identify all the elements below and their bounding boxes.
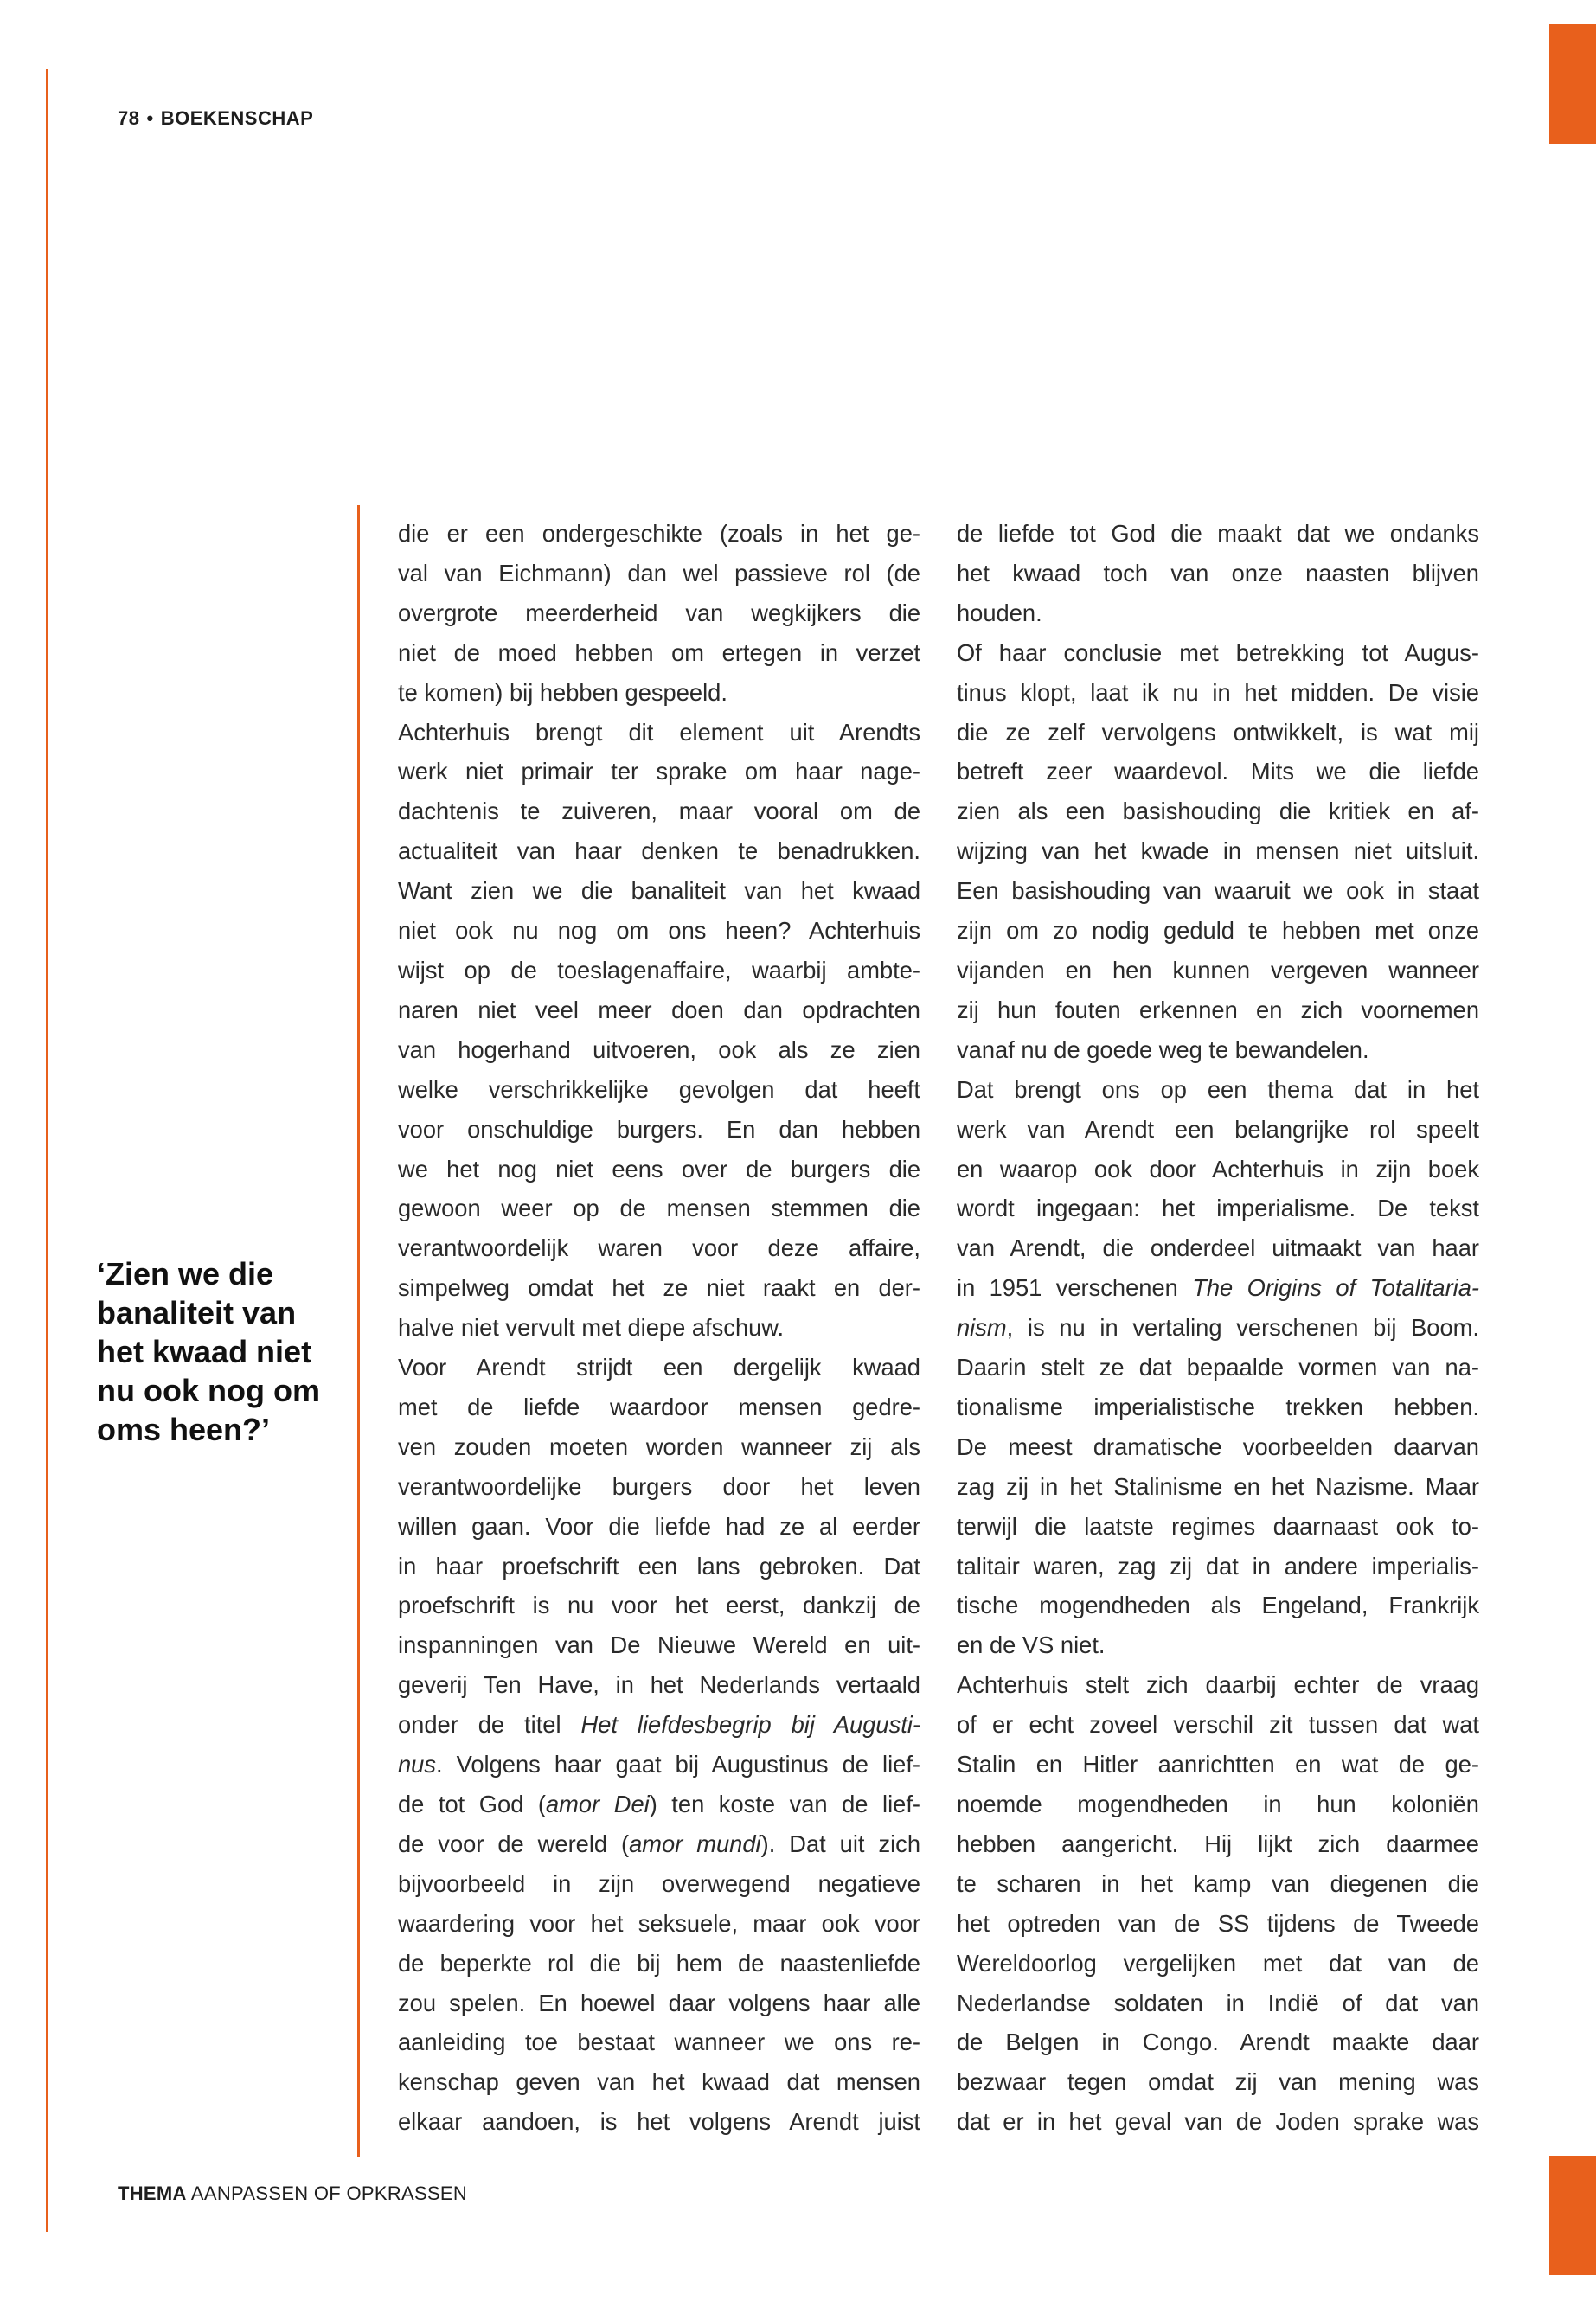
text-line: het optreden van de SS tijdens de Tweede [957,1909,1479,1937]
text-line: werk niet primair ter sprake om haar nage- [398,758,920,785]
text-line: voor onschuldige burgers. En dan hebben [398,1115,920,1143]
text-line: we het nog niet eens over de burgers die [398,1155,920,1183]
text-line: de beperkte rol die bij hem de naastenliefde [398,1949,920,1977]
text-line [398,1785,920,1824]
text-line: te komen) bij hebben gespeeld. [398,678,727,706]
book-title: nus [398,1751,437,1779]
text-line: van Arendt, die onderdeel uitmaakt van haar [957,1234,1479,1262]
text-line: Of haar conclusie met betrekking tot Augus- [957,638,1479,666]
theme-title: AANPASSEN OF OPKRASSEN [190,2182,468,2204]
text-line: hebben aangericht. Hij lijkt zich daarmee [957,1830,1479,1857]
text-line: wijzing van het kwade in mensen niet uitsluit. [957,837,1479,865]
text-run: , is nu in vertaling verschenen bij Boom. [1006,1314,1479,1342]
text-line: zien als een basishouding die kritiek en af- [957,798,1479,825]
text-line: overgrote meerderheid van wegkijkers die [398,599,920,626]
text-line: verantwoordelijk waren voor deze affaire, [398,1234,920,1262]
text-line: werk van Arendt een belangrijke rol speelt [957,1115,1479,1143]
text-line: proefschrift is nu voor het eerst, dankzij de [398,1592,920,1619]
article-column-2 [957,514,1479,2142]
text-line: Een basishouding van waaruit we ook in staat [957,877,1479,905]
page-margin-rule [46,69,48,2232]
text-line: niet ook nu nog om ons heen? Achterhuis [398,917,920,945]
text-run: de voor de wereld ( [398,1830,630,1857]
text-line: Wereldoorlog vergelijken met dat van de [957,1949,1479,1977]
text-line: tionalisme imperialistische trekken hebben. [957,1393,1479,1420]
text-line [398,1824,920,1864]
column-divider-rule [357,505,360,2157]
text-run: de tot God ( [398,1791,546,1817]
text-line: simpelweg omdat het ze niet raakt en der- [398,1274,920,1302]
text-line: aanleiding toe bestaat wanneer we ons re- [398,2029,920,2056]
pull-quote: ‘Zien we die banaliteit van het kwaad niet nu ook nog om oms heen?’ [97,1256,320,1447]
text-line: zijn om zo nodig geduld te hebben met onze [957,917,1479,945]
text-run: in 1951 verschenen [957,1274,1193,1302]
text-line: wordt ingegaan: het imperialisme. De tekst [957,1195,1479,1222]
text-line [398,1745,920,1785]
text-run: ). Dat uit zich [760,1830,920,1857]
text-line: De meest dramatische voorbeelden daarvan [957,1433,1479,1460]
book-title: nism [957,1314,1007,1342]
latin-term: amor mundi [629,1830,761,1857]
text-line: tische mogendheden als Engeland, Frankrijk [957,1592,1479,1619]
text-line: noemde mogendheden in hun koloniën [957,1791,1479,1817]
text-line: de liefde tot God die maakt dat we ondanks [957,520,1479,547]
text-line [957,1268,1479,1308]
text-line: Daarin stelt ze dat bepaalde vormen van na- [957,1354,1479,1381]
text-line: Want zien we die banaliteit van het kwaad [398,877,920,905]
text-line: wijst op de toeslagenaffaire, waarbij ambte- [398,956,920,984]
text-line: inspanningen van De Nieuwe Wereld en uit- [398,1631,920,1659]
text-line: Voor Arendt strijdt een dergelijk kwaad [398,1354,920,1381]
text-line: gewoon weer op de mensen stemmen die [398,1195,920,1222]
text-line: of er echt zoveel verschil zit tussen dat wat [957,1711,1479,1739]
text-line: actualiteit van haar denken te benadrukken. [398,837,920,865]
text-line: halve niet vervult met diepe afschuw. [398,1314,785,1342]
text-run: onder de titel [398,1711,581,1739]
text-line: vijanden en hen kunnen vergeven wanneer [957,956,1479,984]
text-line: verantwoordelijke burgers door het leven [398,1472,920,1500]
header-separator: • [146,107,154,129]
text-line: bijvoorbeeld in zijn overwegend negatieve [398,1869,920,1897]
running-header [118,107,313,130]
text-line: zij hun fouten erkennen en zich voornemen [957,996,1479,1023]
text-line: te scharen in het kamp van diegenen die [957,1869,1479,1897]
text-line: en de VS niet. [957,1631,1106,1659]
text-line: niet de moed hebben om ertegen in verzet [398,638,920,666]
text-line: welke verschrikkelijke gevolgen dat heeft [398,1075,920,1103]
text-line [957,1308,1479,1348]
text-line: met de liefde waardoor mensen gedre- [398,1393,920,1420]
text-line: willen gaan. Voor die liefde had ze al eerder [398,1512,920,1540]
text-line: Achterhuis brengt dit element uit Arendts [398,718,920,746]
text-line: Nederlandse soldaten in Indië of dat van [957,1989,1479,2016]
text-line [398,1705,920,1745]
section-title: BOEKENSCHAP [160,107,314,129]
text-line: en waarop ook door Achterhuis in zijn boek [957,1155,1479,1183]
text-line: Dat brengt ons op een thema dat in het [957,1075,1479,1103]
book-title: Het liefdesbegrip bij Augusti- [580,1711,920,1739]
text-line: terwijl die laatste regimes daarnaast ook to- [957,1512,1479,1540]
text-line: tinus klopt, laat ik nu in het midden. De visie [957,678,1479,706]
text-line: bezwaar tegen omdat zij van mening was [957,2068,1479,2096]
text-line: Stalin en Hitler aanrichtten en wat de ge- [957,1751,1479,1779]
text-line: talitair waren, zag zij dat in andere imperialis- [957,1552,1479,1580]
text-line: die ze zelf vervolgens ontwikkelt, is wat mij [957,718,1479,746]
text-line: dachtenis te zuiveren, maar vooral om de [398,798,920,825]
text-line: Achterhuis stelt zich daarbij echter de vraag [957,1671,1479,1699]
text-run: . Volgens haar gaat bij Augustinus de lief- [436,1751,920,1779]
text-line: zag zij in het Stalinisme en het Nazisme. Maar [957,1472,1479,1500]
book-title: The Origins of Totalitaria- [1192,1274,1479,1302]
text-line: elkaar aandoen, is het volgens Arendt juist [398,2108,920,2136]
page-number: 78 [118,107,140,129]
text-line: dat er in het geval van de Joden sprake was [957,2108,1479,2136]
text-line: kenschap geven van het kwaad dat mensen [398,2068,920,2096]
text-line: in haar proefschrift een lans gebroken. Dat [398,1552,920,1580]
text-line: die er een ondergeschikte (zoals in het ge- [398,520,920,547]
text-line: val van Eichmann) dan wel passieve rol (de [398,559,920,586]
latin-term: amor Dei [546,1791,650,1817]
orange-edge-tab-top [1549,24,1596,144]
text-line: het kwaad toch van onze naasten blijven [957,559,1479,586]
text-line: van hogerhand uitvoeren, ook als ze zien [398,1035,920,1063]
text-line: waardering voor het seksuele, maar ook voor [398,1909,920,1937]
text-line: ven zouden moeten worden wanneer zij als [398,1433,920,1460]
text-line: zou spelen. En hoewel daar volgens haar alle [398,1989,920,2016]
text-line: vanaf nu de goede weg te bewandelen. [957,1035,1369,1063]
text-run: ) ten koste van de lief- [649,1791,920,1817]
text-line: betreft zeer waardevol. Mits we die liefde [957,758,1479,785]
text-line: geverij Ten Have, in het Nederlands vertaald [398,1671,920,1699]
text-line: de Belgen in Congo. Arendt maakte daar [957,2029,1479,2056]
theme-label: THEMA [118,2182,187,2204]
orange-edge-tab-bottom [1549,2156,1596,2275]
text-line: naren niet veel meer doen dan opdrachten [398,996,920,1023]
text-line: houden. [957,599,1042,626]
article-column-1 [398,514,920,2142]
running-footer [118,2182,467,2205]
